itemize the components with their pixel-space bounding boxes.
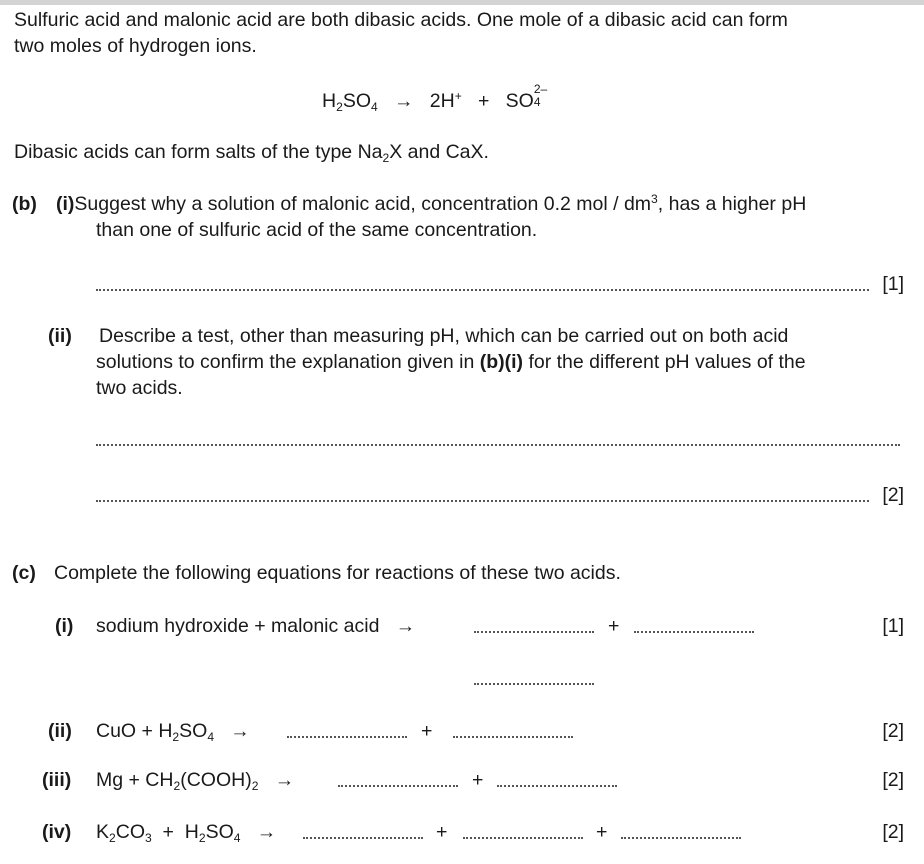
- c-iv-arrow: →: [256, 821, 277, 843]
- part-b-ii-ref: (b)(i): [479, 351, 524, 373]
- c-iv-sub4: 4: [233, 831, 241, 846]
- answer-line-b-ii-1[interactable]: [96, 444, 900, 446]
- marks-c-iii: [2]: [882, 769, 904, 791]
- eq-2h: 2H: [429, 90, 455, 112]
- answer-c-iii-product-1[interactable]: [338, 785, 458, 787]
- answer-c-iv-product-3[interactable]: [621, 837, 741, 839]
- answer-c-ii-product-1[interactable]: [287, 736, 407, 738]
- eq-so4: SO: [505, 90, 534, 112]
- c-iii-arrow: →: [274, 769, 295, 791]
- eq-sulfate-sup: 2–: [533, 82, 548, 96]
- c-iii-sub2b: 2: [251, 779, 259, 794]
- eq-sup-plus: +: [454, 88, 462, 103]
- marks-b-ii: [2]: [882, 484, 904, 506]
- part-b-ii-line-3: two acids.: [96, 377, 183, 399]
- marks-b-i: [1]: [882, 273, 904, 295]
- part-b-i-line-1: [56, 192, 806, 216]
- c-ii-so: SO: [179, 720, 208, 742]
- part-c-label: (c): [12, 562, 36, 584]
- eq-sub-2: 2: [336, 100, 343, 115]
- part-b-ii-line-1: Describe a test, other than measuring pH, which can be carried out on both acid: [99, 325, 789, 347]
- eq-plus: +: [478, 90, 490, 112]
- c-ii-sub2: 2: [172, 730, 180, 745]
- c-iv-so: SO: [205, 821, 234, 843]
- c-iv-sub2: 2: [109, 831, 116, 846]
- eq-sulfate-scripts: [533, 82, 552, 109]
- salts-sentence: [14, 140, 489, 164]
- part-b-label: (b): [12, 193, 37, 215]
- part-c-intro: Complete the following equations for reactions of these two acids.: [54, 562, 621, 584]
- answer-line-b-ii-2[interactable]: [96, 500, 869, 502]
- answer-c-i-product-2[interactable]: [634, 631, 754, 633]
- part-c-iii-equation: [96, 768, 294, 792]
- c-ii-sub4: 4: [207, 730, 215, 745]
- part-c-iv-label: (iv): [42, 821, 72, 843]
- c-iii-cooh: (COOH): [180, 769, 252, 791]
- part-b-ii-text-a: solutions to confirm the explanation given in: [96, 351, 475, 373]
- part-b-i-label: (i): [56, 193, 75, 215]
- page-top-border: [0, 0, 924, 5]
- part-c-iv-plus-2: +: [596, 821, 608, 843]
- salts-text-before: Dibasic acids can form salts of the type Na: [14, 141, 383, 163]
- eq-sub-4: 4: [371, 100, 378, 115]
- marks-c-ii: [2]: [882, 720, 904, 742]
- marks-c-iv: [2]: [882, 821, 904, 843]
- marks-c-i: [1]: [882, 615, 904, 637]
- part-b-i-text-a: Suggest why a solution of malonic acid, concentration 0.2 mol / dm: [74, 193, 652, 215]
- ionisation-equation: [322, 82, 552, 115]
- part-b-i-line-2: than one of sulfuric acid of the same concentration.: [96, 219, 538, 241]
- part-b-ii-text-b: for the different pH values of the: [528, 351, 806, 373]
- answer-c-ii-product-2[interactable]: [453, 736, 573, 738]
- part-c-i-label: (i): [55, 615, 74, 637]
- part-b-i-text-b: , has a higher pH: [657, 193, 807, 215]
- c-iii-mg: Mg + CH: [96, 769, 174, 791]
- eq-arrow: →: [393, 90, 414, 112]
- answer-c-i-product-1[interactable]: [474, 631, 594, 633]
- c-iv-plus-h: + H: [151, 821, 199, 843]
- c-iv-k: K: [96, 821, 110, 843]
- part-b-i-sup: 3: [651, 191, 658, 206]
- part-c-ii-plus: +: [421, 720, 433, 742]
- c-iv-co: CO: [115, 821, 145, 843]
- part-b-ii-label: (ii): [48, 325, 72, 347]
- eq-so: SO: [342, 90, 371, 112]
- c-iii-sub2: 2: [173, 779, 181, 794]
- intro-line-1: Sulfuric acid and malonic acid are both dibasic acids. One mole of a dibasic acid can form: [14, 9, 788, 31]
- c-iv-sub3: 3: [144, 831, 152, 846]
- eq-h: H: [322, 90, 337, 112]
- answer-c-iv-product-2[interactable]: [463, 837, 583, 839]
- answer-c-i-product-3[interactable]: [474, 683, 594, 685]
- part-b-ii-line-2: [96, 350, 806, 374]
- c-ii-cuo: CuO + H: [96, 720, 173, 742]
- part-c-i-arrow: →: [395, 615, 416, 637]
- part-c-i-text: [96, 614, 415, 638]
- eq-sulfate-sub: 4: [533, 95, 541, 109]
- part-c-ii-label: (ii): [48, 720, 72, 742]
- part-c-iii-label: (iii): [42, 769, 72, 791]
- part-c-iii-plus: +: [472, 769, 484, 791]
- answer-c-iv-product-1[interactable]: [303, 837, 423, 839]
- c-iv-sub2b: 2: [198, 831, 206, 846]
- part-c-iv-equation: [96, 820, 276, 844]
- answer-line-b-i[interactable]: [96, 289, 869, 291]
- salts-sub: 2: [382, 151, 390, 166]
- part-c-i-plus: +: [608, 615, 620, 637]
- salts-text-after: X and CaX.: [389, 141, 489, 163]
- part-c-ii-equation: [96, 719, 250, 743]
- part-c-iv-plus-1: +: [436, 821, 448, 843]
- answer-c-iii-product-2[interactable]: [497, 785, 617, 787]
- c-ii-arrow: →: [230, 720, 250, 742]
- part-c-i-reactants: sodium hydroxide + malonic acid: [96, 615, 380, 637]
- intro-line-2: two moles of hydrogen ions.: [14, 35, 257, 57]
